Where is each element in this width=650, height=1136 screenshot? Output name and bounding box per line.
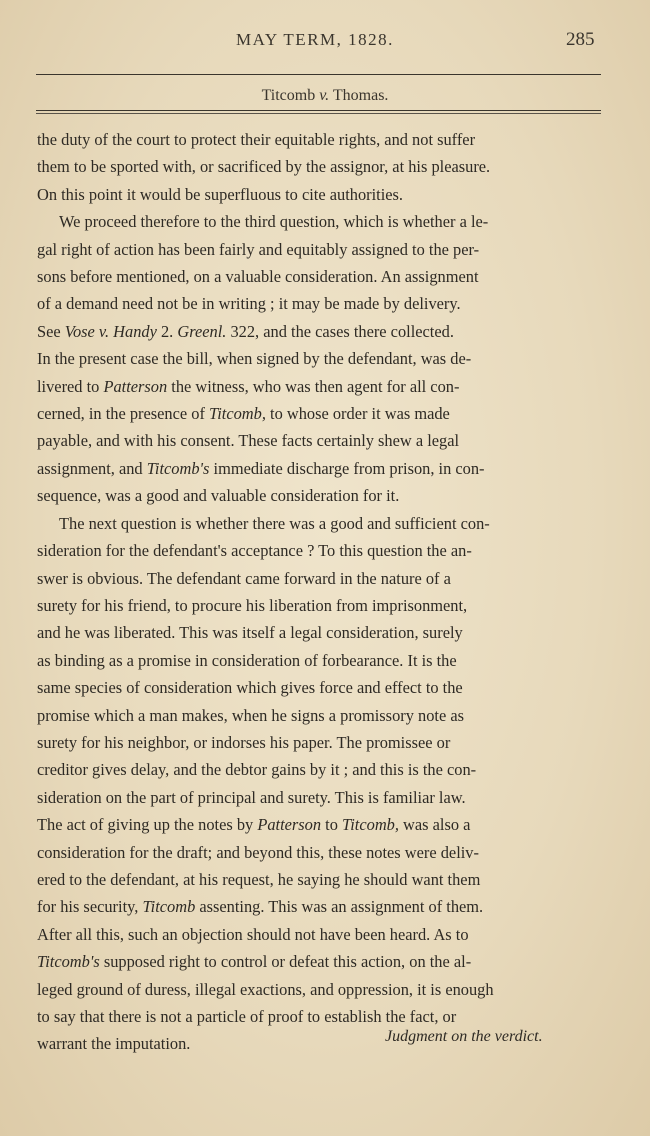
opinion-text [37, 126, 617, 1058]
text-line [37, 290, 617, 317]
text-line [37, 373, 617, 400]
text-run: assignment, and [37, 458, 147, 478]
text-line [37, 619, 617, 646]
text-line [37, 674, 617, 701]
text-run: for his security, [37, 897, 143, 917]
italic-citation: Patterson [103, 376, 168, 396]
text-line [37, 729, 617, 756]
text-run: On this point it would be superfluous to cite authorities. [37, 184, 404, 204]
text-line [37, 427, 617, 454]
text-line [37, 647, 617, 674]
case-title-rule [36, 110, 601, 111]
text-run: After all this, such an objection should not have been heard. As to [37, 924, 469, 944]
text-run: to say that there is not a particle of proof to establish the fact, or [37, 1007, 457, 1026]
text-line [37, 1003, 617, 1030]
text-run: The act of giving up the notes by [37, 815, 258, 835]
text-line [37, 921, 617, 948]
header-rule [36, 74, 601, 75]
text-line [37, 866, 617, 893]
text-line [37, 948, 617, 975]
text-run: as binding as a promise in consideration of forbearance. It is the [37, 650, 457, 670]
text-run: gal right of action has been fairly and equitably assigned to the per- [37, 239, 480, 259]
text-run: 322, and the cases there collected. [226, 321, 454, 341]
text-run: of a demand need not be in writing ; it may be made by delivery. [37, 294, 461, 314]
italic-citation: Patterson [257, 815, 322, 835]
text-run: them to be sported with, or sacrificed by the assignor, at his pleasure. [37, 157, 491, 177]
text-line [37, 181, 617, 208]
text-line [37, 702, 617, 729]
text-run: was also a [398, 815, 471, 835]
text-line [37, 153, 617, 180]
text-line [37, 510, 617, 537]
text-run: creditor gives delay, and the debtor gains by it ; and this is the con- [37, 760, 477, 780]
text-run: swer is obvious. The defendant came forward in the nature of a [37, 568, 451, 588]
text-run: to [321, 815, 343, 835]
text-line [37, 565, 617, 592]
text-run: warrant the imputation. [37, 1034, 191, 1054]
case-title-plaintiff: Titcomb [261, 87, 316, 104]
text-line [37, 839, 617, 866]
text-line [37, 126, 617, 153]
text-run: to whose order it was made [265, 404, 450, 424]
text-line [37, 482, 617, 509]
text-run: same species of consideration which gives force and effect to the [37, 678, 463, 698]
text-run: surety for his friend, to procure his liberation from imprisonment, [37, 595, 468, 615]
text-line [37, 400, 617, 427]
italic-citation: Titcomb's [146, 458, 210, 478]
text-line [37, 455, 617, 482]
page-number: 285 [566, 29, 595, 50]
text-line [37, 756, 617, 783]
text-line [37, 592, 617, 619]
case-title-defendant: Thomas. [332, 87, 389, 104]
text-run: payable, and with his consent. These facts certainly shew a legal [37, 431, 460, 451]
text-run: sons before mentioned, on a valuable consideration. An assignment [37, 267, 479, 287]
italic-citation: Titcomb's [37, 952, 100, 972]
text-line [37, 784, 617, 811]
running-title: MAY TERM, 1828. [236, 30, 394, 49]
text-line [37, 537, 617, 564]
case-title-versus: v. [319, 87, 330, 104]
running-head [0, 30, 650, 56]
italic-citation: Greenl. [177, 321, 227, 341]
case-title [0, 87, 650, 105]
text-run: and he was liberated. This was itself a legal consideration, surely [37, 623, 463, 643]
text-run: the witness, who was then agent for all con- [167, 376, 460, 396]
italic-citation: Titcomb, [209, 404, 266, 424]
text-run: the duty of the court to protect their equitable rights, and not suffer [37, 130, 476, 149]
italic-citation: Vose v. Handy [64, 321, 157, 341]
italic-citation: Titcomb, [342, 815, 399, 835]
text-line [37, 893, 617, 920]
judgment-line: Judgment on the verdict. [385, 1028, 543, 1045]
text-line [37, 236, 617, 263]
text-run: sideration for the defendant's acceptance ? To this question the an- [37, 541, 472, 561]
text-run: supposed right to control or defeat this action, on the al- [99, 952, 472, 972]
text-run: promise which a man makes, when he signs a promissory note as [37, 705, 464, 725]
text-run: leged ground of duress, illegal exactions, and oppression, it is enough [37, 979, 494, 999]
text-run: consideration for the draft; and beyond this, these notes were deliv- [37, 842, 479, 862]
text-run: The next question is whether there was a good and sufficient con- [59, 513, 490, 533]
text-line [37, 318, 617, 345]
text-line [37, 263, 617, 290]
text-run: We proceed therefore to the third question, which is whether a le- [59, 212, 489, 232]
text-run: surety for his neighbor, or indorses his paper. The promissee or [37, 732, 451, 752]
text-run: assenting. This was an assignment of them. [195, 897, 484, 917]
text-run: 2. [156, 321, 178, 341]
text-line [37, 811, 617, 838]
text-run: In the present case the bill, when signed by the defendant, was de- [37, 349, 472, 369]
text-run: ered to the defendant, at his request, he saying he should want them [37, 869, 481, 889]
text-run: sequence, was a good and valuable consideration for it. [37, 486, 400, 506]
text-run: immediate discharge from prison, in con- [209, 458, 485, 478]
text-run: sideration on the part of principal and surety. This is familiar law. [37, 787, 466, 807]
text-line [37, 345, 617, 372]
text-run: See [37, 321, 65, 341]
italic-citation: Titcomb [142, 897, 196, 917]
text-run: cerned, in the presence of [37, 404, 210, 424]
text-line [37, 208, 617, 235]
case-title-rule-secondary [36, 113, 601, 114]
text-run: livered to [37, 376, 104, 396]
text-line [37, 976, 617, 1003]
